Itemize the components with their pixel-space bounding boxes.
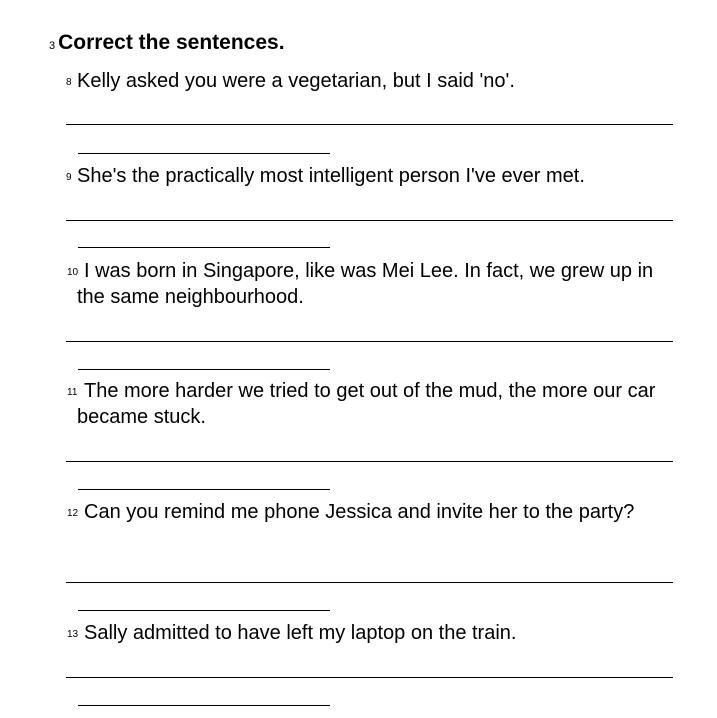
answer-line[interactable] — [66, 341, 673, 342]
item-sentence-text: Sally admitted to have left my laptop on the train. — [84, 622, 517, 644]
item-sentence — [77, 378, 677, 430]
section-header — [49, 31, 285, 55]
answer-line[interactable] — [66, 124, 673, 125]
answer-line[interactable] — [78, 489, 330, 490]
answer-line[interactable] — [66, 582, 673, 583]
answer-line[interactable] — [78, 610, 330, 611]
item-number: 8 — [66, 77, 72, 88]
item-sentence — [77, 499, 657, 525]
item-number: 10 — [67, 267, 79, 278]
item-sentence — [77, 258, 677, 310]
answer-line[interactable] — [78, 705, 330, 706]
answer-line[interactable] — [78, 153, 330, 154]
item-sentence-text: The more harder we tried to get out of the mud, the more our car became stuck. — [77, 380, 656, 428]
item-sentence-text: I was born in Singapore, like was Mei Lee. In fact, we grew up in the same neighbourhood. — [77, 260, 654, 308]
section-number: 3 — [49, 40, 56, 52]
item-number: 11 — [67, 387, 78, 398]
answer-line[interactable] — [78, 247, 330, 248]
answer-line[interactable] — [66, 677, 673, 678]
item-sentence — [77, 620, 677, 646]
section-title: Correct the sentences. — [58, 31, 285, 54]
item-sentence: Kelly asked you were a vegetarian, but I said 'no'. — [77, 70, 515, 92]
answer-line[interactable] — [66, 461, 673, 462]
answer-line[interactable] — [78, 369, 330, 370]
item-number: 13 — [67, 629, 79, 640]
item-sentence: She's the practically most intelligent person I've ever met. — [77, 165, 585, 187]
answer-line[interactable] — [66, 220, 673, 221]
item-sentence-text: Can you remind me phone Jessica and invite her to the party? — [84, 501, 635, 523]
item-number: 12 — [67, 508, 79, 519]
item-number: 9 — [66, 172, 72, 183]
